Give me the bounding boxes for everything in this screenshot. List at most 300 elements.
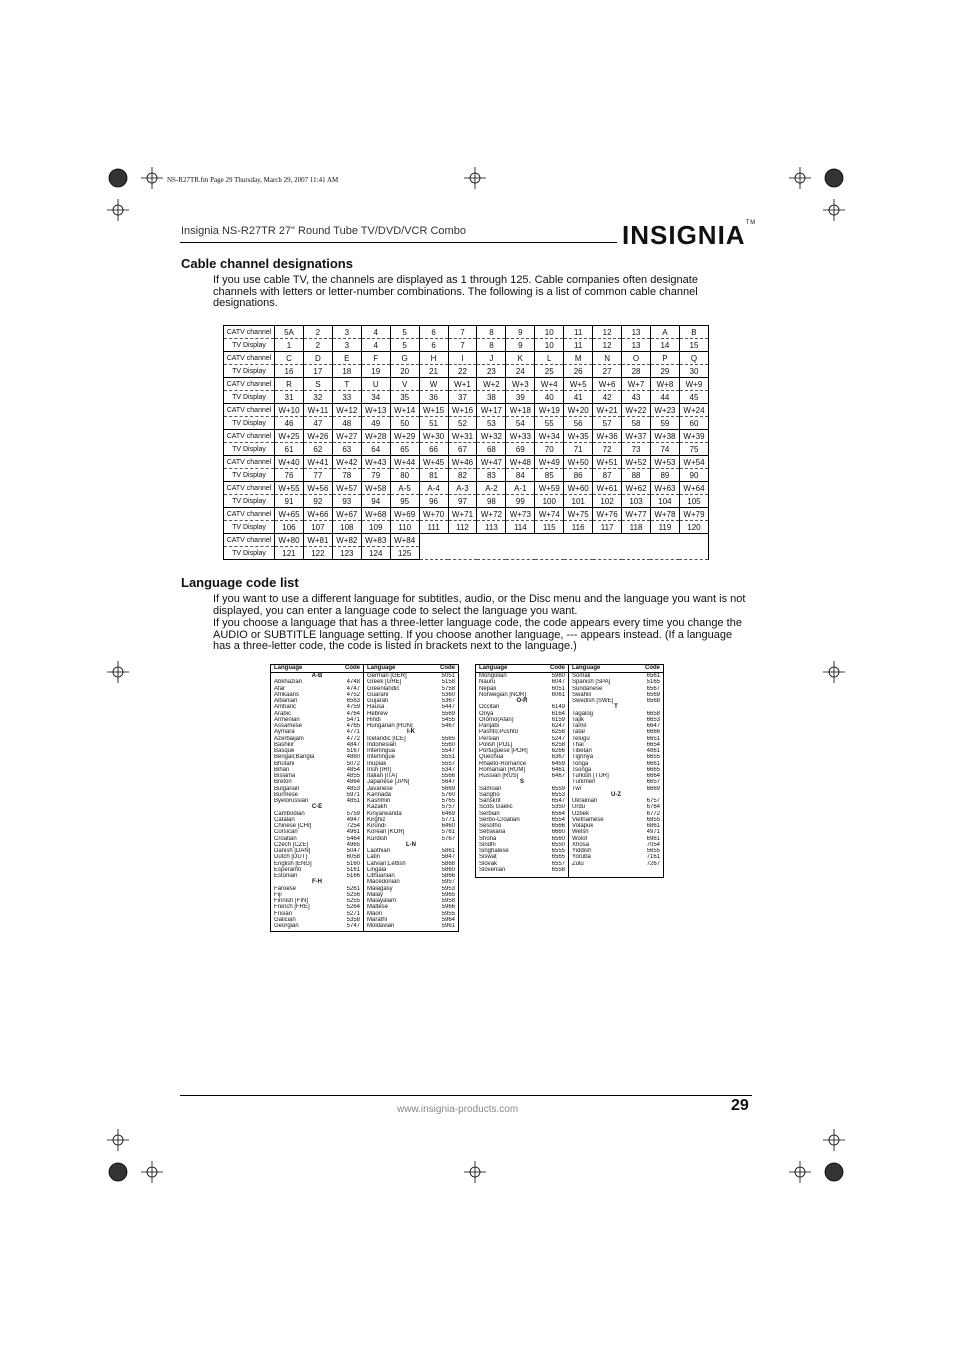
tv-display-cell: 120 xyxy=(679,521,708,534)
catv-cell: W+24 xyxy=(679,404,708,417)
language-row xyxy=(572,861,660,867)
language-name: Swahili xyxy=(572,691,592,698)
catv-cell: W+44 xyxy=(390,456,419,469)
catv-cell: W+66 xyxy=(303,508,332,521)
language-code: 5358 xyxy=(346,916,360,923)
language-row xyxy=(479,867,565,873)
catv-cell: W+33 xyxy=(506,430,535,443)
catv-cell: W+23 xyxy=(650,404,679,417)
language-code: 5471 xyxy=(346,716,360,723)
tv-display-cell: 33 xyxy=(332,391,361,404)
language-code: 5847 xyxy=(441,854,455,861)
language-name: Albanian xyxy=(274,698,298,704)
catv-cell: W+37 xyxy=(622,430,651,443)
language-code: 4747 xyxy=(346,685,360,692)
tv-display-cell: 35 xyxy=(390,391,419,404)
language-code: 6459 xyxy=(551,760,565,767)
language-code: 5957 xyxy=(441,879,455,886)
tv-display-cell: 97 xyxy=(448,495,477,508)
catv-cell: S xyxy=(303,378,332,391)
catv-cell: W+68 xyxy=(361,508,390,521)
tv-display-cell: 11 xyxy=(564,339,593,352)
tv-display-cell: 21 xyxy=(419,365,448,378)
tv-display-cell: 2 xyxy=(303,339,332,352)
tv-display-cell: 26 xyxy=(564,365,593,378)
language-code: 5247 xyxy=(551,735,565,742)
language-code: 5860 xyxy=(441,866,455,873)
tv-display-cell: 38 xyxy=(477,391,506,404)
language-code: 4971 xyxy=(646,829,660,836)
catv-cell: W+84 xyxy=(390,534,419,547)
language-heading: Language code list xyxy=(181,575,299,590)
language-code: 6164 xyxy=(551,710,565,717)
column-header xyxy=(271,665,363,673)
language-code: 5255 xyxy=(346,898,360,904)
catv-cell: W+82 xyxy=(332,534,361,547)
language-code: 6567 xyxy=(646,685,660,692)
language-code: 5767 xyxy=(441,835,455,842)
language-code: 5161 xyxy=(346,866,360,873)
language-name: Hindi xyxy=(367,716,381,723)
tv-display-cell: 86 xyxy=(564,469,593,482)
language-name: Yiddish xyxy=(572,848,592,854)
language-code: 5547 xyxy=(441,748,455,754)
language-code: 5771 xyxy=(441,816,455,823)
language-code: 6561 xyxy=(646,673,660,679)
tv-display-cell: 37 xyxy=(448,391,477,404)
language-name: Greenlandic xyxy=(367,685,400,692)
tv-display-cell: 12 xyxy=(593,339,622,352)
catv-cell: W+65 xyxy=(275,508,304,521)
tv-display-cell: 68 xyxy=(477,443,506,456)
tv-display-cell: 52 xyxy=(448,417,477,430)
language-name: Danish [DAN] xyxy=(274,848,311,854)
tv-display-cell: 79 xyxy=(361,469,390,482)
catv-label: CATV channel xyxy=(224,534,275,547)
catv-cell: W+49 xyxy=(535,456,564,469)
catv-cell: W+26 xyxy=(303,430,332,443)
language-name: Sanskrit xyxy=(479,798,501,804)
language-code: 6557 xyxy=(551,860,565,867)
language-name: Xhosa xyxy=(572,841,590,848)
tv-display-cell: 49 xyxy=(361,417,390,430)
group-heading: A-B xyxy=(311,673,323,679)
language-column-2 xyxy=(364,665,458,929)
language-name: Japanese [JPN] xyxy=(367,779,410,786)
language-header: Language xyxy=(572,665,601,671)
language-name: Mongolian xyxy=(479,673,507,679)
tv-display-cell: 16 xyxy=(275,365,304,378)
language-name: Uzbek xyxy=(572,810,590,817)
catv-cell: W+38 xyxy=(650,430,679,443)
language-name: Malagasy xyxy=(367,885,393,892)
tv-display-cell: 90 xyxy=(679,469,708,482)
language-name: Spanish [SPA] xyxy=(572,679,611,686)
language-name: Nauru xyxy=(479,679,496,686)
catv-cell: W+32 xyxy=(477,430,506,443)
tv-display-cell: 93 xyxy=(332,495,361,508)
language-code: 6664 xyxy=(646,773,660,779)
catv-row xyxy=(224,378,709,391)
language-name: German [GER] xyxy=(367,673,407,679)
language-name: Quechua xyxy=(479,754,504,761)
language-code: 5455 xyxy=(441,716,455,723)
language-name: Persian xyxy=(479,735,500,742)
language-code: 4853 xyxy=(346,785,360,792)
language-name: Tigrinya xyxy=(572,754,594,761)
catv-cell: 8 xyxy=(477,326,506,339)
catv-cell: W+42 xyxy=(332,456,361,469)
language-code: 5760 xyxy=(441,791,455,798)
catv-cell: G xyxy=(390,352,419,365)
language-name: Wolof xyxy=(572,835,588,842)
language-header: Language xyxy=(274,665,303,671)
language-table-right xyxy=(475,664,664,878)
language-name: Byelorussian xyxy=(274,798,309,804)
language-code: 5868 xyxy=(441,860,455,867)
language-code: 6569 xyxy=(646,691,660,698)
language-header: Language xyxy=(367,665,396,671)
language-name: Kazakh xyxy=(367,804,388,811)
language-code: 5765 xyxy=(441,798,455,804)
tv-display-cell: 47 xyxy=(303,417,332,430)
group-heading: I-K xyxy=(407,729,415,736)
language-name: Breton xyxy=(274,779,292,786)
tv-display-cell: 114 xyxy=(506,521,535,534)
tv-display-cell: 111 xyxy=(419,521,448,534)
tv-display-cell: 119 xyxy=(650,521,679,534)
language-name: Serbo-Croatian xyxy=(479,816,520,823)
catv-cell: W+41 xyxy=(303,456,332,469)
tv-display-cell: 74 xyxy=(650,443,679,456)
language-name: Portuguese [POR] xyxy=(479,748,528,754)
language-code: 6469 xyxy=(441,810,455,817)
tv-display-cell: 99 xyxy=(506,495,535,508)
tv-display-cell: 36 xyxy=(419,391,448,404)
language-para-1: If you want to use a different language for subtitles, audio, or the Disc menu and the language you want is not displayed, you can enter a language code to select the language you want. xyxy=(213,593,746,617)
language-name: Welsh xyxy=(572,829,589,836)
tv-display-cell: 13 xyxy=(622,339,651,352)
tv-display-cell: 59 xyxy=(650,417,679,430)
tv-display-cell: 82 xyxy=(448,469,477,482)
insignia-logo xyxy=(622,220,756,251)
language-code: 6467 xyxy=(551,773,565,779)
group-heading: L-N xyxy=(406,841,416,848)
tv-display-cell: 85 xyxy=(535,469,564,482)
language-code: 7254 xyxy=(346,823,360,829)
language-code: 6553 xyxy=(551,791,565,798)
catv-cell: B xyxy=(679,326,708,339)
catv-cell: J xyxy=(477,352,506,365)
tv-display-label: TV Display xyxy=(224,339,275,352)
language-name: Sesotho xyxy=(479,823,502,829)
language-name: Sindhi xyxy=(479,841,496,848)
language-name: Fiji xyxy=(274,891,282,898)
tv-display-cell: 18 xyxy=(332,365,361,378)
tv-display-cell: 30 xyxy=(679,365,708,378)
tv-display-cell: 54 xyxy=(506,417,535,430)
language-name: Galician xyxy=(274,916,296,923)
language-table-left xyxy=(270,664,459,932)
language-code: 5961 xyxy=(441,923,455,929)
tv-display-row xyxy=(224,339,709,352)
language-code: 5759 xyxy=(346,810,360,817)
tv-display-cell: 53 xyxy=(477,417,506,430)
language-code: 5757 xyxy=(441,804,455,811)
catv-label: CATV channel xyxy=(224,456,275,469)
tv-display-cell: 104 xyxy=(650,495,679,508)
language-code: 6961 xyxy=(646,835,660,842)
language-name: Catalan xyxy=(274,816,295,823)
language-code: 5965 xyxy=(441,891,455,898)
language-code: 4752 xyxy=(346,691,360,698)
tv-display-cell: 91 xyxy=(275,495,304,508)
language-name: Kirundi xyxy=(367,823,386,829)
tv-display-cell: 28 xyxy=(622,365,651,378)
language-name: Yoruba xyxy=(572,854,591,861)
group-heading: F-H xyxy=(312,879,322,886)
catv-label: CATV channel xyxy=(224,352,275,365)
catv-cell: W+76 xyxy=(593,508,622,521)
language-code: 6058 xyxy=(346,854,360,861)
catv-cell: W+48 xyxy=(506,456,535,469)
tv-display-cell: 6 xyxy=(419,339,448,352)
language-name: Faroese xyxy=(274,885,297,892)
language-name: Bulgarian xyxy=(274,785,300,792)
language-name: Kinyarwanda xyxy=(367,810,402,817)
language-name: Kashmiri xyxy=(367,798,391,804)
catv-cell: W+35 xyxy=(564,430,593,443)
catv-cell: W+74 xyxy=(535,508,564,521)
column-header xyxy=(569,665,663,673)
tv-display-cell: 113 xyxy=(477,521,506,534)
language-code: 5165 xyxy=(646,679,660,686)
language-name: Maori xyxy=(367,910,383,917)
catv-cell: E xyxy=(332,352,361,365)
catv-cell: W+80 xyxy=(275,534,304,547)
tv-display-cell: 14 xyxy=(650,339,679,352)
language-code: 5051 xyxy=(441,673,455,679)
tv-display-label: TV Display xyxy=(224,391,275,404)
catv-cell: W+46 xyxy=(448,456,477,469)
tv-display-cell: 5 xyxy=(390,339,419,352)
language-code: 5960 xyxy=(551,673,565,679)
language-code: 5256 xyxy=(346,891,360,898)
catv-cell: 7 xyxy=(448,326,477,339)
language-code: 5360 xyxy=(441,691,455,698)
language-column-4 xyxy=(569,665,663,867)
language-name: Lithuanian xyxy=(367,873,395,879)
language-code: 5447 xyxy=(441,704,455,711)
tv-display-label: TV Display xyxy=(224,521,275,534)
language-code: 5964 xyxy=(441,916,455,923)
language-name: Greek [GRE] xyxy=(367,679,402,686)
tv-display-cell: 100 xyxy=(535,495,564,508)
language-code: 5467 xyxy=(441,723,455,729)
language-name: Hungarian [HUN] xyxy=(367,723,413,729)
catv-cell: W+22 xyxy=(622,404,651,417)
catv-row xyxy=(224,430,709,443)
tv-display-cell: 55 xyxy=(535,417,564,430)
language-name: Swedish [SWE] xyxy=(572,698,614,704)
language-name: Tagalog xyxy=(572,710,594,717)
tv-display-cell: 48 xyxy=(332,417,361,430)
catv-cell: W+2 xyxy=(477,378,506,391)
language-code: 6159 xyxy=(551,716,565,723)
catv-cell: Q xyxy=(679,352,708,365)
tv-display-cell: 4 xyxy=(361,339,390,352)
language-name: Turkish [TUR] xyxy=(572,773,609,779)
tv-display-cell: 64 xyxy=(361,443,390,456)
tv-display-cell: 81 xyxy=(419,469,448,482)
catv-cell: W+9 xyxy=(679,378,708,391)
tv-display-cell: 76 xyxy=(275,469,304,482)
catv-cell: K xyxy=(506,352,535,365)
catv-cell: W+83 xyxy=(361,534,390,547)
language-name: Twi xyxy=(572,785,581,792)
language-code: 6461 xyxy=(551,766,565,773)
language-name: Laothian xyxy=(367,848,391,854)
catv-cell: L xyxy=(535,352,564,365)
language-row xyxy=(367,923,455,929)
catv-cell: W+21 xyxy=(593,404,622,417)
catv-cell: 9 xyxy=(506,326,535,339)
catv-cell: W+61 xyxy=(593,482,622,495)
language-name: Singhalese xyxy=(479,848,509,854)
language-name: Bashkir xyxy=(274,741,295,748)
language-code: 6051 xyxy=(551,685,565,692)
catv-cell: W+34 xyxy=(535,430,564,443)
language-code: 4855 xyxy=(346,773,360,779)
catv-cell: W+51 xyxy=(593,456,622,469)
print-info-line: NS-R27TR.fm Page 29 Thursday, March 29, 2007 11:41 AM xyxy=(167,176,339,184)
catv-cell: W+10 xyxy=(275,404,304,417)
group-heading: T xyxy=(614,704,618,711)
empty-cell xyxy=(419,534,708,560)
language-code: 5958 xyxy=(441,898,455,904)
language-code: 6764 xyxy=(646,804,660,811)
language-code: 5861 xyxy=(441,848,455,854)
catv-cell: W+28 xyxy=(361,430,390,443)
language-code: 6757 xyxy=(646,798,660,804)
language-code: 5669 xyxy=(441,785,455,792)
page-number: 29 xyxy=(731,1097,749,1114)
language-name: French [FRE] xyxy=(274,904,310,911)
catv-cell: W+55 xyxy=(275,482,304,495)
language-name: Latvian;Lettish xyxy=(367,860,406,867)
tv-display-cell: 88 xyxy=(622,469,651,482)
language-name: Chinese [CHI] xyxy=(274,823,312,829)
catv-cell: W+18 xyxy=(506,404,535,417)
catv-cell: A-5 xyxy=(390,482,419,495)
catv-cell: 4 xyxy=(361,326,390,339)
tv-display-cell: 116 xyxy=(564,521,593,534)
catv-cell: C xyxy=(275,352,304,365)
language-code: 5160 xyxy=(346,860,360,867)
tv-display-cell: 121 xyxy=(275,547,304,560)
catv-cell: D xyxy=(303,352,332,365)
language-code: 6855 xyxy=(646,816,660,823)
catv-cell: W+59 xyxy=(535,482,564,495)
language-code: 4759 xyxy=(346,704,360,711)
language-name: Setswana xyxy=(479,829,506,836)
catv-cell: V xyxy=(390,378,419,391)
catv-cell: W+57 xyxy=(332,482,361,495)
tv-display-cell: 108 xyxy=(332,521,361,534)
group-heading: C-E xyxy=(311,804,323,811)
language-name: Armenian xyxy=(274,716,300,723)
tv-display-cell: 67 xyxy=(448,443,477,456)
language-code: 4965 xyxy=(346,841,360,848)
catv-cell: W+36 xyxy=(593,430,622,443)
language-name: Vietnamese xyxy=(572,816,604,823)
language-code: 7054 xyxy=(646,841,660,848)
code-header: Code xyxy=(550,665,565,671)
language-code: 6367 xyxy=(551,754,565,761)
cable-intro: If you use cable TV, the channels are displayed as 1 through 125. Cable companies often designate channels with letters or letter-number combinations. The following is a list of common cable channel designations. xyxy=(213,274,698,310)
language-code: 5758 xyxy=(441,685,455,692)
language-code: 6554 xyxy=(551,816,565,823)
language-name: Tajik xyxy=(572,716,585,723)
cable-channel-table xyxy=(223,325,709,560)
tv-display-cell: 101 xyxy=(564,495,593,508)
language-code: 6647 xyxy=(646,723,660,729)
language-code: 6655 xyxy=(646,754,660,761)
language-code: 6665 xyxy=(646,766,660,773)
catv-cell: W+67 xyxy=(332,508,361,521)
catv-cell: 2 xyxy=(303,326,332,339)
language-code: 6266 xyxy=(551,748,565,754)
language-code: 6657 xyxy=(646,779,660,786)
catv-cell: H xyxy=(419,352,448,365)
language-name: Macedonian xyxy=(367,879,400,886)
language-name: Latin xyxy=(367,854,381,861)
language-code: 6654 xyxy=(646,741,660,748)
catv-label: CATV channel xyxy=(224,508,275,521)
catv-cell: P xyxy=(650,352,679,365)
tv-display-cell: 94 xyxy=(361,495,390,508)
tv-display-cell: 10 xyxy=(535,339,564,352)
tv-display-cell: 112 xyxy=(448,521,477,534)
catv-cell: W+13 xyxy=(361,404,390,417)
catv-cell: W+79 xyxy=(679,508,708,521)
tv-display-cell: 46 xyxy=(275,417,304,430)
language-row xyxy=(274,923,360,929)
catv-cell: W+3 xyxy=(506,378,535,391)
catv-cell: W+54 xyxy=(679,456,708,469)
catv-cell: W+47 xyxy=(477,456,506,469)
language-code: 5047 xyxy=(346,848,360,854)
language-code: 5971 xyxy=(346,791,360,798)
catv-cell: W+75 xyxy=(564,508,593,521)
language-code: 5565 xyxy=(441,735,455,742)
language-code: 6047 xyxy=(551,679,565,686)
language-code: 5566 xyxy=(441,773,455,779)
tv-display-cell: 40 xyxy=(535,391,564,404)
tv-display-cell: 89 xyxy=(650,469,679,482)
language-name: Croatian xyxy=(274,835,297,842)
language-name: Tonga xyxy=(572,760,589,767)
tv-display-cell: 50 xyxy=(390,417,419,430)
catv-cell: 5 xyxy=(390,326,419,339)
language-code: 4961 xyxy=(346,829,360,836)
language-code: 4860 xyxy=(346,754,360,761)
catv-cell: 13 xyxy=(622,326,651,339)
language-name: Interlingua xyxy=(367,748,396,754)
catv-cell: W+14 xyxy=(390,404,419,417)
language-name: Ukrainian xyxy=(572,798,598,804)
catv-cell: W+56 xyxy=(303,482,332,495)
